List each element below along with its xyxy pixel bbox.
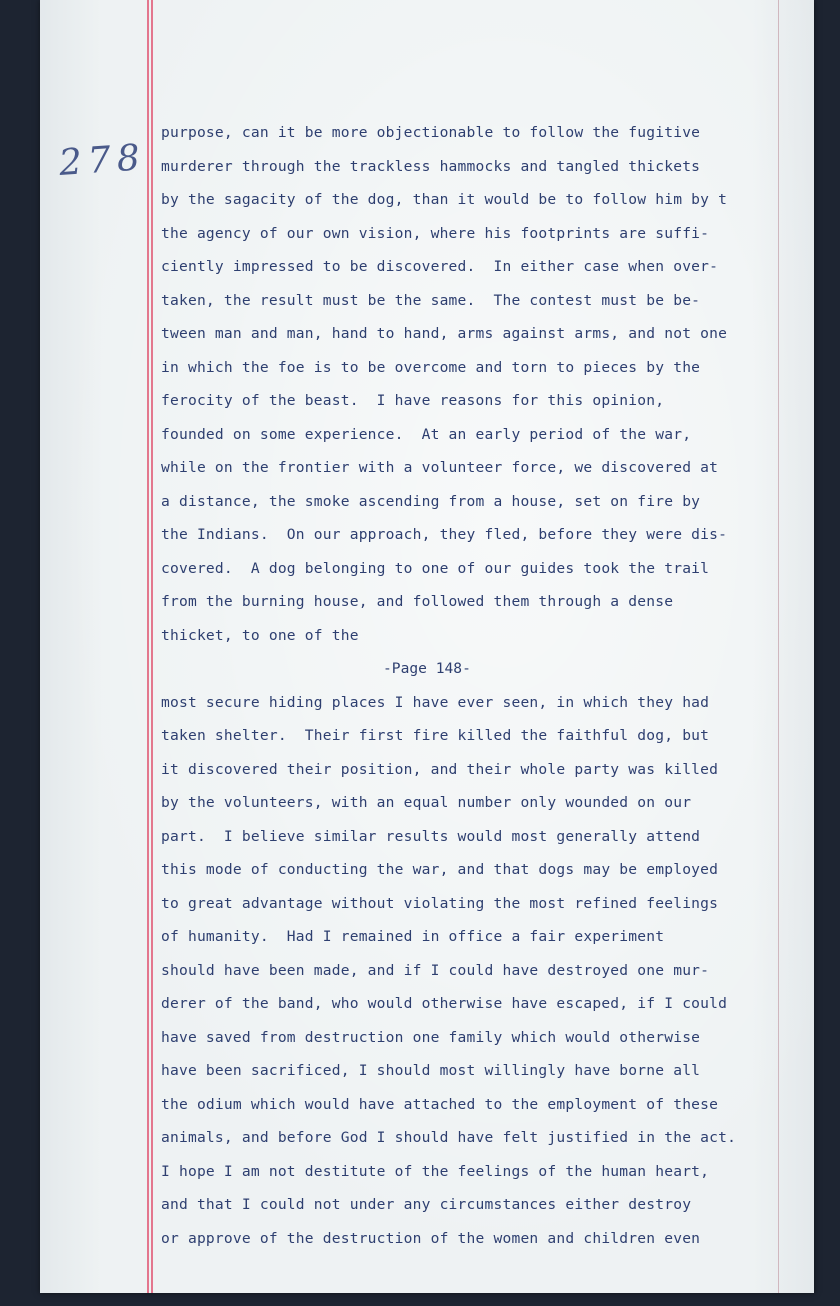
typed-line: founded on some experience. At an early period of the war, bbox=[161, 425, 692, 443]
typed-line: taken, the result must be the same. The contest must be be- bbox=[161, 291, 701, 309]
typed-line: while on the frontier with a volunteer force, we discovered at bbox=[161, 459, 719, 476]
typed-line: a distance, the smoke ascending from a house, set on fire by bbox=[161, 492, 701, 510]
typed-line: should have been made, and if I could have destroyed one mur- bbox=[161, 961, 710, 979]
typed-line: covered. A dog belonging to one of our guides took the trail bbox=[161, 559, 710, 577]
typed-line: this mode of conducting the war, and that dogs may be employed bbox=[161, 861, 719, 878]
typed-line: ciently impressed to be discovered. In either case when over- bbox=[161, 258, 719, 275]
typed-line: have saved from destruction one family which would otherwise bbox=[161, 1028, 701, 1046]
typed-line: I hope I am not destitute of the feelings of the human heart, bbox=[161, 1162, 710, 1180]
typed-line: purpose, can it be more objectionable to follow the fugitive bbox=[161, 124, 701, 141]
typed-line: murderer through the trackless hammocks and tangled thickets bbox=[161, 157, 701, 175]
typed-line: part. I believe similar results would most generally attend bbox=[161, 827, 701, 845]
typed-line: from the burning house, and followed them through a dense bbox=[161, 593, 674, 610]
typed-line: by the volunteers, with an equal number only wounded on our bbox=[161, 794, 692, 811]
typed-line: the agency of our own vision, where his footprints are suffi- bbox=[161, 224, 710, 242]
page-marker: -Page 148- bbox=[383, 660, 471, 677]
typed-line: and that I could not under any circumstances either destroy bbox=[161, 1196, 692, 1213]
typed-line: the odium which would have attached to the employment of these bbox=[161, 1095, 719, 1113]
text-after-page-break bbox=[161, 686, 801, 1256]
typed-line: ferocity of the beast. I have reasons for this opinion, bbox=[161, 392, 665, 409]
typed-line: tween man and man, hand to hand, arms against arms, and not one bbox=[161, 325, 728, 342]
typed-line: have been sacrificed, I should most willingly have borne all bbox=[161, 1062, 701, 1079]
typed-line: most secure hiding places I have ever seen, in which they had bbox=[161, 693, 710, 711]
left-margin-rule-inner bbox=[151, 0, 153, 1293]
typed-line: the Indians. On our approach, they fled, before they were dis- bbox=[161, 526, 728, 543]
left-margin-rule bbox=[147, 0, 149, 1293]
typed-text-block bbox=[161, 116, 801, 1255]
typescript-page bbox=[40, 0, 814, 1293]
typed-line: or approve of the destruction of the women and children even bbox=[161, 1229, 701, 1247]
text-before-page-break bbox=[161, 116, 801, 652]
typed-line: thicket, to one of the bbox=[161, 626, 359, 644]
typed-line: of humanity. Had I remained in office a fair experiment bbox=[161, 928, 665, 945]
typed-line: to great advantage without violating the most refined feelings bbox=[161, 894, 719, 912]
handwritten-folio-number: 278 bbox=[57, 137, 148, 184]
typed-line: taken shelter. Their first fire killed the faithful dog, but bbox=[161, 727, 710, 744]
typed-line: in which the foe is to be overcome and torn to pieces by the bbox=[161, 358, 701, 376]
typed-line: it discovered their position, and their whole party was killed bbox=[161, 760, 719, 778]
typed-line: by the sagacity of the dog, than it would be to follow him by t bbox=[161, 191, 728, 208]
typed-line: derer of the band, who would otherwise have escaped, if I could bbox=[161, 995, 728, 1012]
typed-line: animals, and before God I should have felt justified in the act. bbox=[161, 1129, 737, 1146]
